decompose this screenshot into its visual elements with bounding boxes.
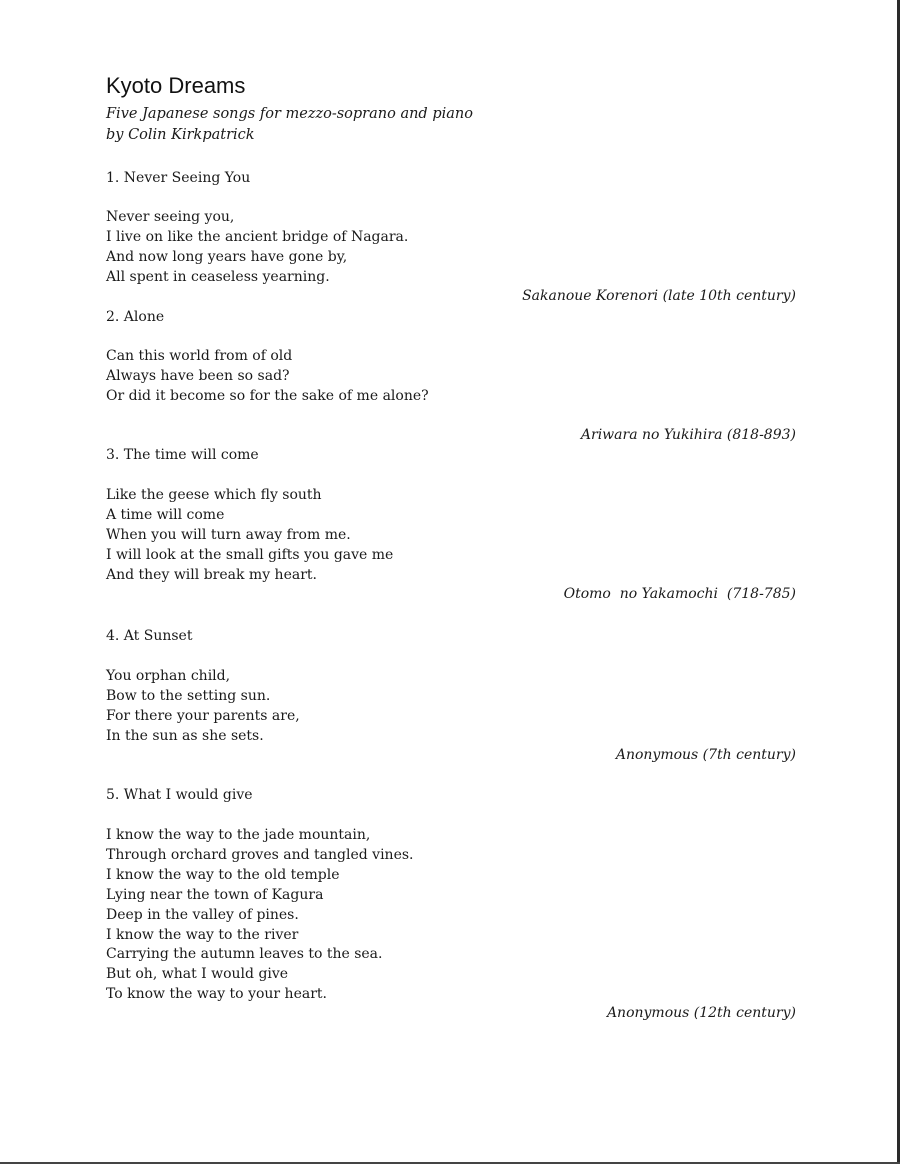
lyric-line: I know the way to the jade mountain, [106, 827, 371, 843]
lyric-line: Bow to the setting sun. [106, 687, 271, 704]
song-3-lyrics [106, 486, 393, 586]
document-subtitle [106, 104, 473, 146]
song-2-lyrics [106, 347, 429, 407]
document-title: Kyoto Dreams [106, 73, 246, 98]
subtitle-composer: by Colin Kirkpatrick [106, 127, 255, 143]
lyric-line: Can this world from of old [106, 348, 293, 364]
lyric-line: In the sun as she sets. [106, 727, 264, 744]
song-5-heading: 5. What I would give [106, 787, 253, 803]
lyric-line: I live on like the ancient bridge of Nagara. [106, 228, 409, 245]
song-5-attribution: Anonymous (12th century) [606, 1005, 796, 1021]
lyric-line: Deep in the valley of pines. [106, 906, 299, 923]
song-1-attribution: Sakanoue Korenori (late 10th century) [522, 288, 796, 304]
subtitle-description: Five Japanese songs for mezzo-soprano and piano [106, 106, 473, 122]
lyric-line: And they will break my heart. [106, 566, 317, 583]
song-3-attribution: Otomo no Yakamochi (718-785) [563, 586, 796, 602]
lyric-line: To know the way to your heart. [106, 986, 327, 1003]
lyric-line: Through orchard groves and tangled vines. [106, 846, 414, 863]
song-3-heading: 3. The time will come [106, 447, 259, 463]
lyric-line: You orphan child, [106, 668, 231, 684]
lyric-line: I know the way to the river [106, 926, 299, 943]
song-4-attribution: Anonymous (7th century) [615, 747, 796, 763]
lyric-line: Always have been so sad? [106, 367, 290, 384]
song-4-lyrics [106, 667, 300, 747]
song-2-heading: 2. Alone [106, 309, 165, 325]
lyric-line: When you will turn away from me. [106, 526, 351, 543]
song-1-heading: 1. Never Seeing You [106, 170, 251, 186]
lyric-line: Never seeing you, [106, 209, 235, 225]
lyric-line: Or did it become so for the sake of me alone? [106, 387, 429, 404]
lyric-line: I know the way to the old temple [106, 866, 340, 883]
song-4-heading: 4. At Sunset [106, 628, 193, 644]
lyric-line: All spent in ceaseless yearning. [106, 268, 330, 285]
lyric-line: But oh, what I would give [106, 966, 289, 983]
song-5-lyrics [106, 826, 414, 1005]
lyric-line: I will look at the small gifts you gave me [106, 546, 394, 563]
lyric-line: For there your parents are, [106, 707, 300, 724]
lyric-line: And now long years have gone by, [106, 248, 348, 265]
lyric-line: Like the geese which fly south [106, 487, 322, 503]
lyric-line: Carrying the autumn leaves to the sea. [106, 946, 383, 963]
song-1-lyrics [106, 208, 408, 288]
lyric-line: Lying near the town of Kagura [106, 886, 324, 903]
lyric-line: A time will come [106, 506, 225, 523]
song-2-attribution: Ariwara no Yukihira (818-893) [580, 427, 796, 443]
